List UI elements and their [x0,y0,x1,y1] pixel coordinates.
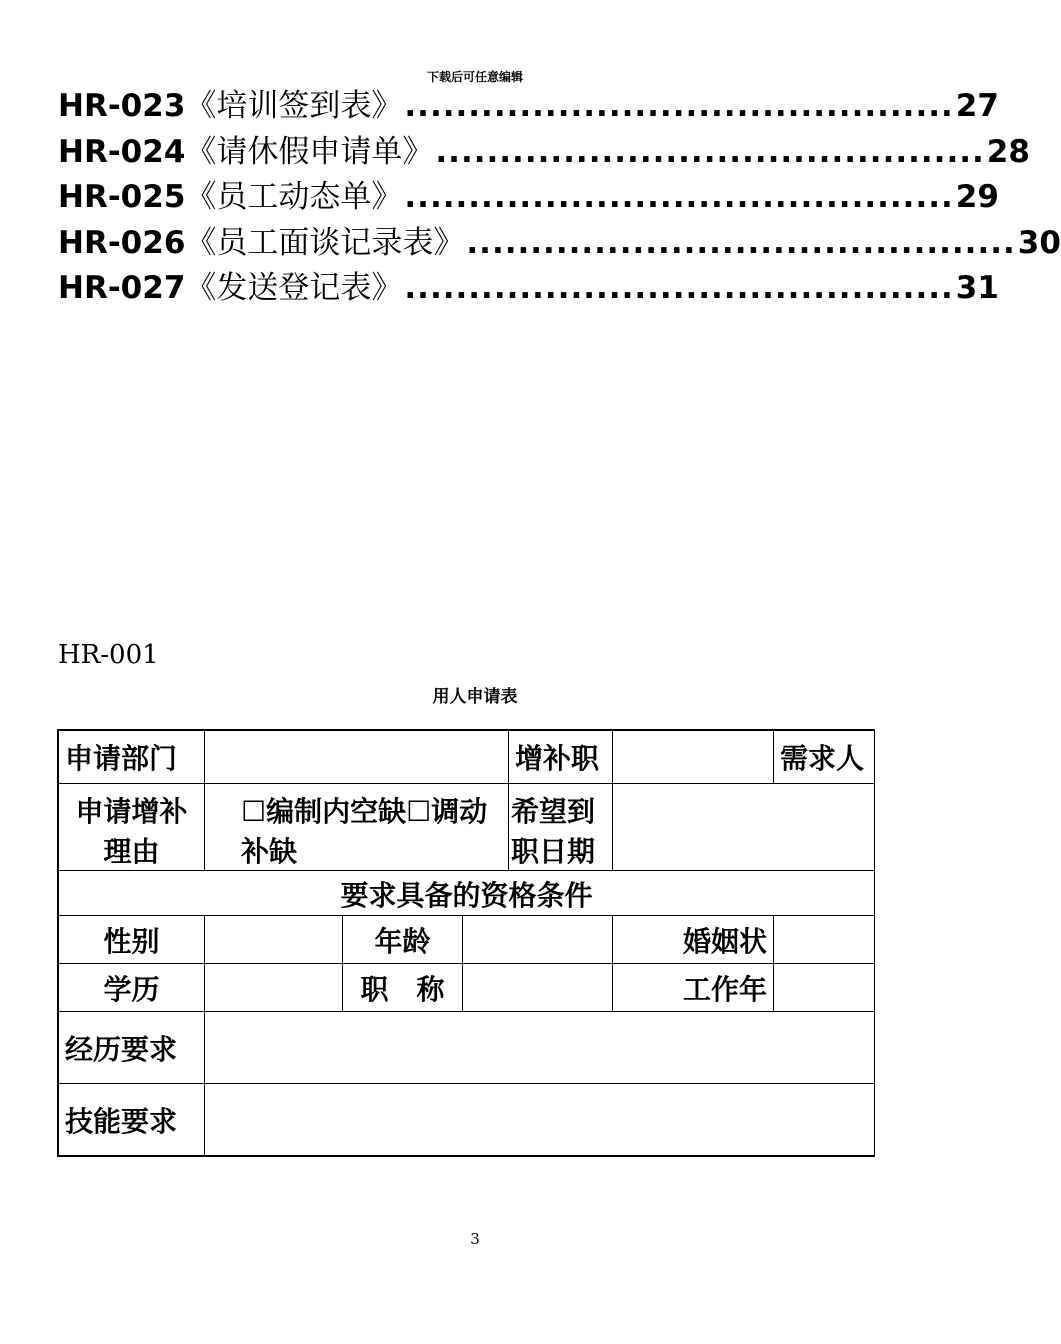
title-rank-field[interactable] [463,964,613,1012]
toc-entry-title: 《请休假申请单》 [185,133,434,170]
toc-entry[interactable] [58,80,999,126]
table-row [59,784,875,871]
toc-entry[interactable] [58,262,999,308]
table-row [59,1012,875,1084]
table-row [59,916,875,964]
marital-field[interactable] [774,916,875,964]
skills-field[interactable] [205,1084,875,1156]
add-position-label: 增补职 [509,731,613,784]
hope-date-field[interactable] [613,784,875,871]
table-row [59,1084,875,1156]
dept-field[interactable] [205,731,509,784]
table-row [59,964,875,1012]
toc-entry-code: HR-024 [58,133,186,170]
toc-entry-leader-dots: ........................................... [466,224,1016,261]
reason-label: 申请增补理由 [59,784,205,871]
age-label: 年龄 [343,916,463,964]
education-field[interactable] [205,964,343,1012]
toc-entry-code: HR-023 [58,88,186,124]
toc-entry[interactable] [58,126,1030,172]
experience-label: 经历要求 [59,1012,205,1084]
qualification-heading: 要求具备的资格条件 [59,871,875,916]
toc-entry-title: 《员工动态单》 [185,179,403,216]
toc-entry-leader-dots: ........................................... [404,179,954,216]
education-label: 学历 [59,964,205,1012]
hiring-request-form [57,729,875,1157]
dept-label: 申请部门 [59,731,205,784]
toc-entry-page: 30 [1017,224,1061,261]
reason-options[interactable]: ☐编制内空缺☐调动补缺 [205,784,509,871]
gender-label: 性别 [59,916,205,964]
table-of-contents [58,80,1061,308]
title-rank-label: 职 称 [343,964,463,1012]
toc-entry-page: 31 [955,270,999,307]
toc-entry[interactable] [58,171,999,217]
hope-date-label: 希望到职日期 [509,784,613,871]
work-years-field[interactable] [774,964,875,1012]
toc-entry-leader-dots: ........................................... [404,88,954,124]
form-table [58,730,875,1156]
add-position-field[interactable] [613,731,774,784]
toc-entry-code: HR-025 [58,179,186,216]
toc-entry-title: 《发送登记表》 [185,270,403,307]
toc-entry-title: 《员工面谈记录表》 [185,224,465,261]
page-number: 3 [470,1230,480,1248]
demand-label: 需求人 [774,731,875,784]
age-field[interactable] [463,916,613,964]
toc-entry-leader-dots: ........................................... [404,270,954,307]
toc-entry-page: 27 [955,88,999,124]
table-row [59,731,875,784]
gender-field[interactable] [205,916,343,964]
toc-entry-title: 《培训签到表》 [185,88,403,124]
form-code: HR-001 [58,640,159,670]
experience-field[interactable] [205,1012,875,1084]
toc-entry-page: 28 [986,133,1030,170]
table-row [59,871,875,916]
skills-label: 技能要求 [59,1084,205,1156]
toc-entry-code: HR-026 [58,224,186,261]
form-title: 用人申请表 [432,687,518,707]
toc-entry-leader-dots: ........................................... [435,133,985,170]
toc-entry-code: HR-027 [58,270,186,307]
marital-label: 婚姻状 [613,916,774,964]
header-note: 下载后可任意编辑 [426,70,523,84]
toc-entry[interactable] [58,217,1061,263]
work-years-label: 工作年 [613,964,774,1012]
toc-entry-page: 29 [955,179,999,216]
